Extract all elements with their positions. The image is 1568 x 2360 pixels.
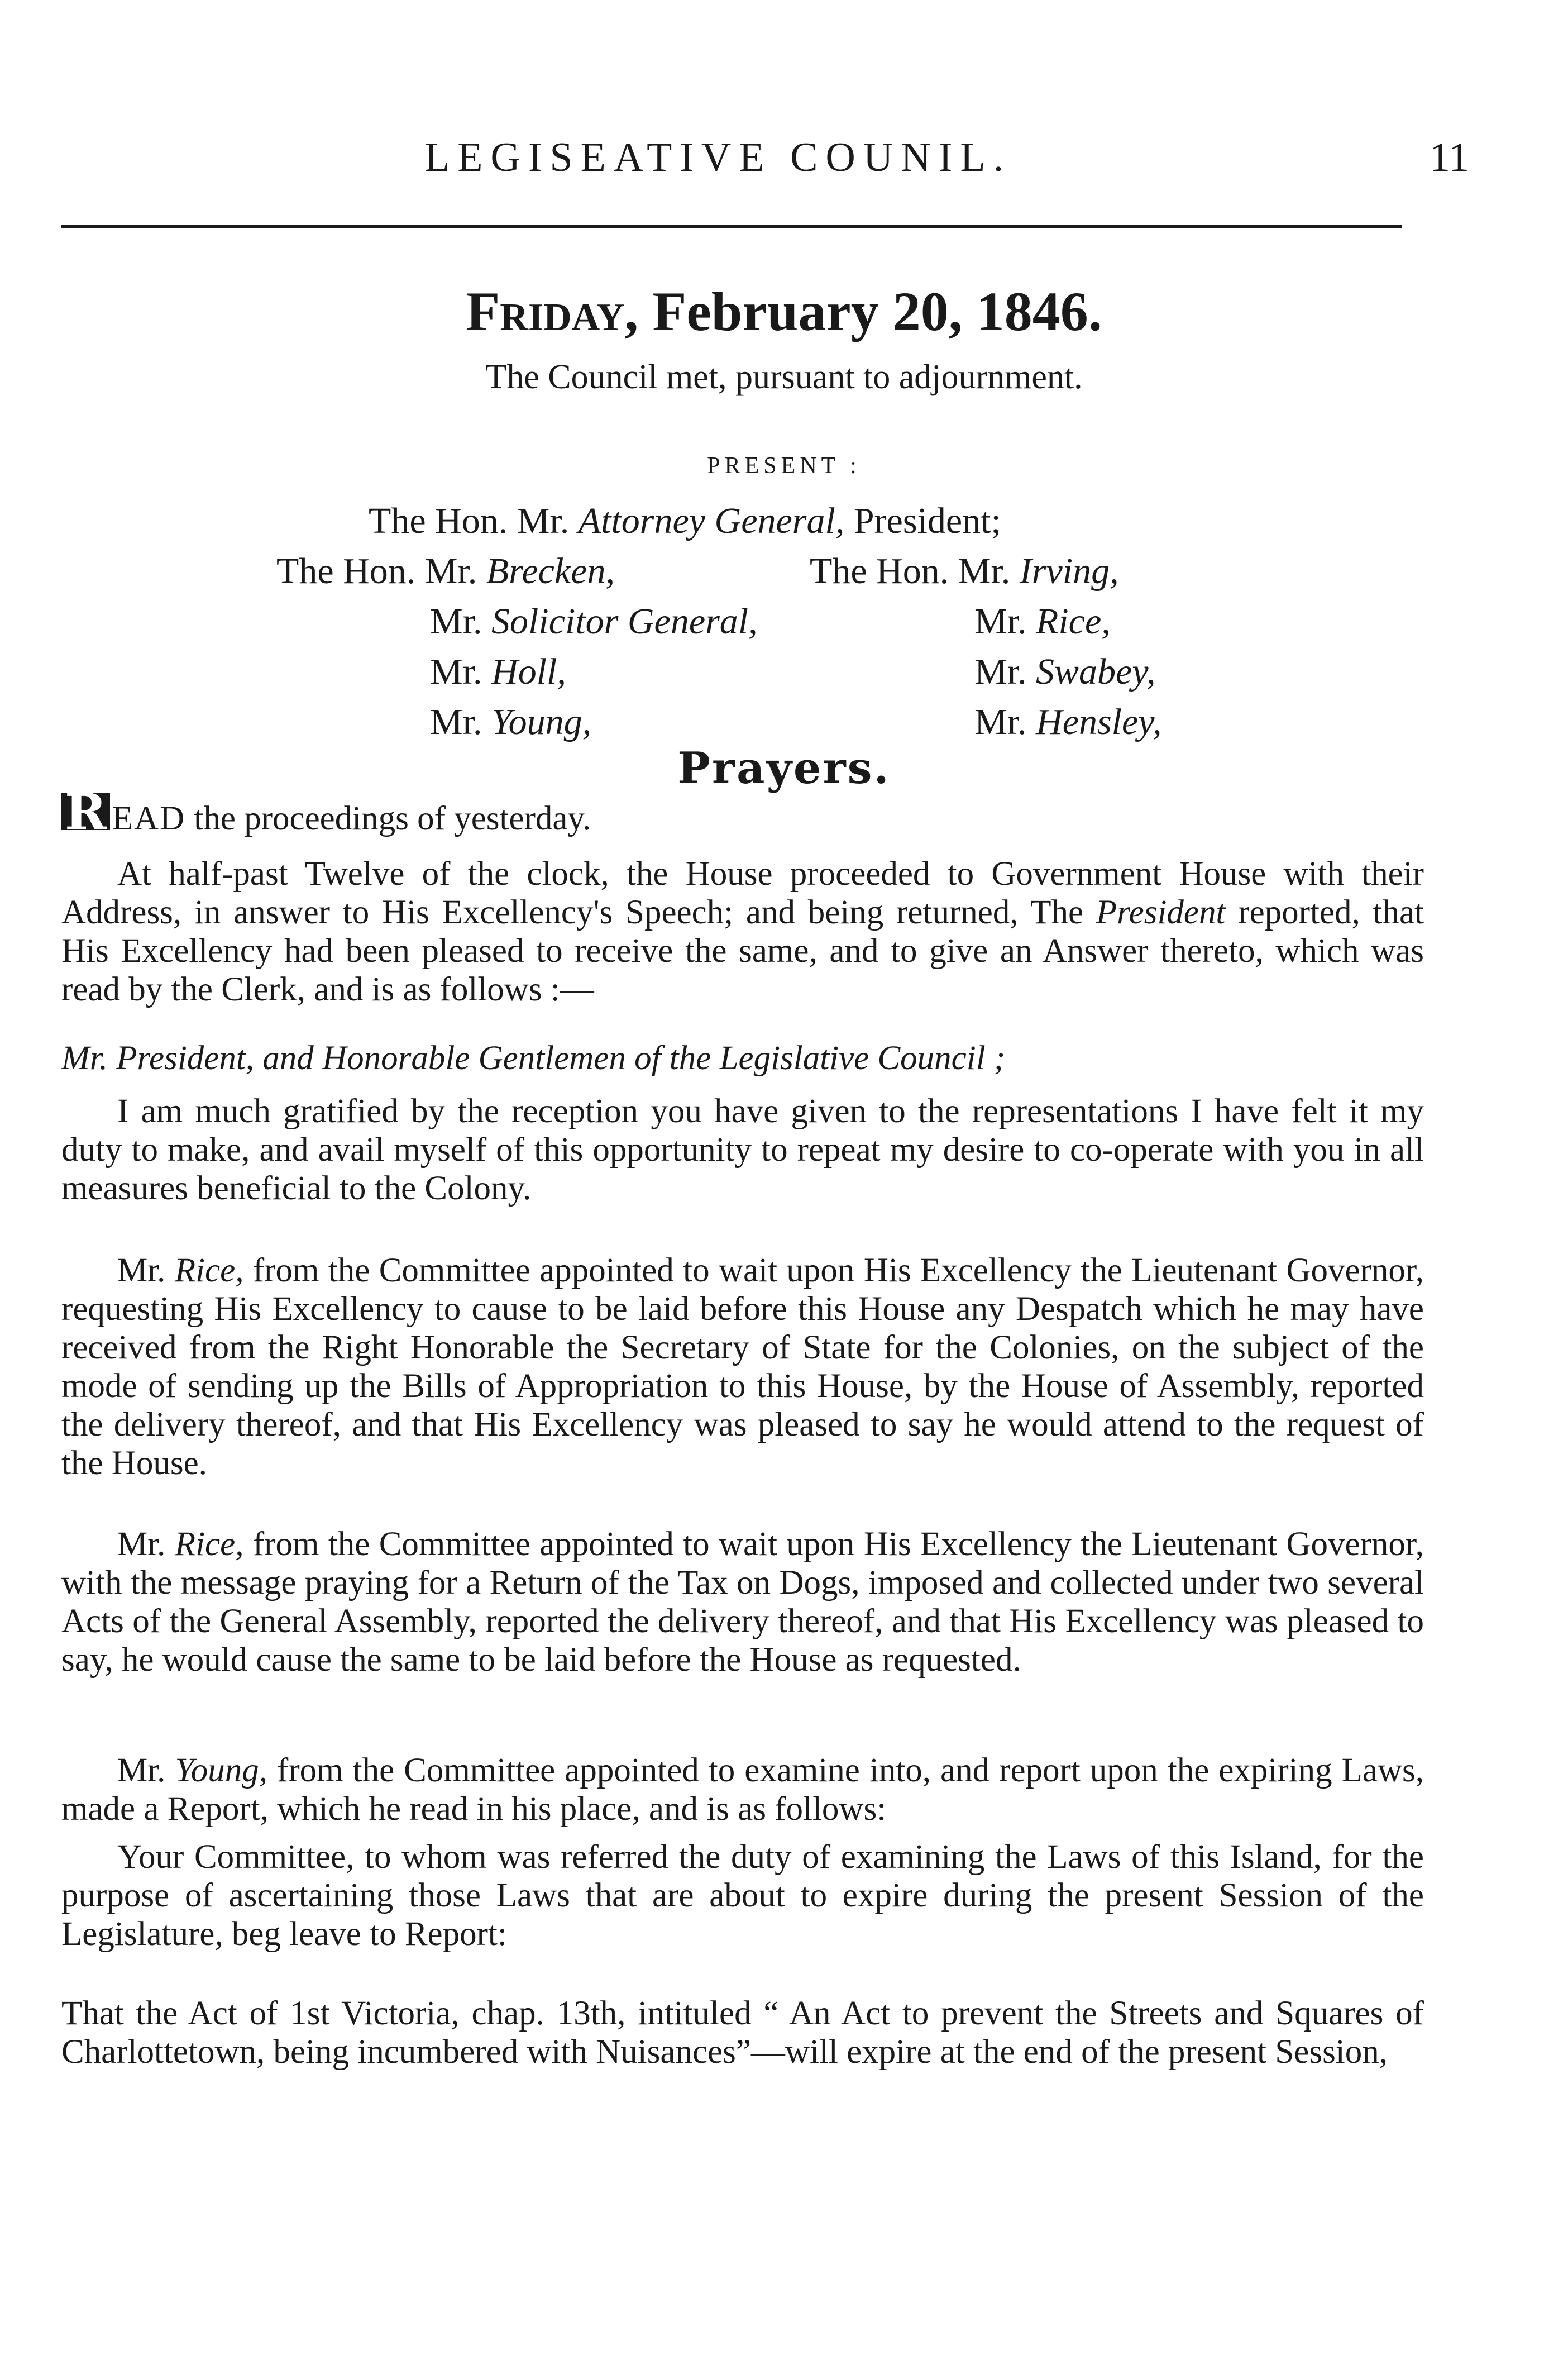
read-rest: the proceedings of yesterday. [194, 800, 591, 837]
member-left-name: Holl, [491, 651, 566, 692]
president-name: Attorney General, [578, 500, 845, 541]
young-mr: Mr. [117, 1752, 166, 1789]
member-left-1 [276, 550, 615, 593]
member-right-name: Hensley, [1036, 702, 1162, 742]
member-left-3 [430, 651, 566, 693]
rice1-rest: from the Committee appointed to wait upon His Excellency the Lieutenant Governor, requesting His Excellency to cause to be laid before this House any Despatch which he may have received from the Right Honorable the Secretary of State for the Colonies, on the subject of the mode of sending up the Bills of Appropriation to this House, by the House of Assembly, reported the delivery thereof, and that His Excellency was pleased to say he would attend to the request of the House. [61, 1252, 1424, 1482]
paragraph-young [61, 1751, 1424, 1828]
member-right-1 [810, 550, 1119, 593]
member-left-title: Mr. [430, 702, 482, 742]
rice2-mr: Mr. [117, 1525, 166, 1563]
member-right-title: Mr. [974, 702, 1027, 742]
header-rule [61, 225, 1402, 228]
member-right-2 [974, 600, 1111, 643]
halfpast-president: President [1096, 894, 1226, 931]
member-right-3 [974, 651, 1156, 693]
member-right-prefix: The Hon. Mr. [810, 551, 1011, 592]
speech-address: Mr. President, and Honorable Gentlemen of the Legislative Council ; [61, 1040, 1006, 1077]
paragraph-gratified: I am much gratified by the reception you have given to the representations I have felt it my duty to make, and avail myself of this opportunity to repeat my desire to co-operate with you in all measures beneficial to the Colony. [61, 1093, 1424, 1207]
member-left-4 [430, 701, 591, 743]
rice2-name: Rice, [174, 1525, 244, 1563]
date-heading-date: February 20, 1846. [652, 280, 1102, 342]
paragraph-halfpast [61, 855, 1424, 1009]
halfpast-text-b: reported, that His Excellency had been pleased to receive the same, and to give an Answer thereto, which was read by the Clerk, and is as follows :— [61, 894, 1424, 1008]
member-left-name: Solicitor General, [491, 601, 758, 642]
paragraph-act: That the Act of 1st Victoria, chap. 13th, intituled “ An Act to prevent the Streets and Squares of Charlottetown, being incumbered with Nuisances”—will expire at the end of the present Session, [61, 1995, 1424, 2071]
drop-cap: R [61, 793, 110, 830]
member-left-name: Young, [491, 702, 592, 742]
read-caps: EAD [112, 800, 186, 837]
member-right-name: Swabey, [1036, 651, 1156, 692]
member-right-name: Irving, [1019, 551, 1119, 592]
president-prefix: The Hon. Mr. [369, 500, 570, 541]
president-role: President; [853, 500, 1001, 541]
president-line [369, 500, 1001, 542]
present-label: PRESENT : [707, 453, 861, 479]
page-number: 11 [1430, 135, 1470, 180]
rice1-name: Rice, [174, 1252, 244, 1289]
met-line: The Council met, pursuant to adjournment. [485, 358, 1083, 396]
date-heading [0, 279, 1568, 344]
rice1-mr: Mr. [117, 1252, 166, 1289]
member-left-name: Brecken, [486, 551, 615, 592]
member-left-2 [430, 600, 758, 643]
member-right-4 [974, 701, 1161, 743]
young-name: Young, [175, 1752, 268, 1789]
paragraph-read [61, 783, 1424, 842]
member-right-name: Rice, [1036, 601, 1111, 642]
paragraph-committee: Your Committee, to whom was referred the duty of examining the Laws of this Island, for the purpose of ascertaining those Laws that are about to expire during the present Session of the Legislature, beg leave to Report: [61, 1838, 1424, 1953]
date-heading-day: Friday, [466, 280, 639, 342]
rice2-rest: from the Committee appointed to wait upon His Excellency the Lieutenant Governor, with the message praying for a Return of the Tax on Dogs, imposed and collected under two several Acts of the General Assembly, reported the delivery thereof, and that His Excellency was pleased to say, he would cause the same to be laid before the House as requested. [61, 1525, 1424, 1679]
running-title: LEGISEATIVE COUNIL. [424, 135, 1012, 180]
member-right-title: Mr. [974, 601, 1027, 642]
member-left-title: Mr. [430, 651, 482, 692]
member-left-title: Mr. [430, 601, 482, 642]
paragraph-rice-1 [61, 1251, 1424, 1482]
member-left-prefix: The Hon. Mr. [276, 551, 477, 592]
prayers-heading: Prayers. [677, 743, 891, 794]
young-rest: from the Committee appointed to examine into, and report upon the expiring Laws, made a Report, which he read in his place, and is as follows: [61, 1752, 1424, 1828]
member-right-title: Mr. [974, 651, 1027, 692]
paragraph-rice-2 [61, 1525, 1424, 1679]
halfpast-text-a: At half-past Twelve of the clock, the House proceeded to Government House with their Address, in answer to His Excellency's Speech; and being returned, The [61, 855, 1424, 931]
